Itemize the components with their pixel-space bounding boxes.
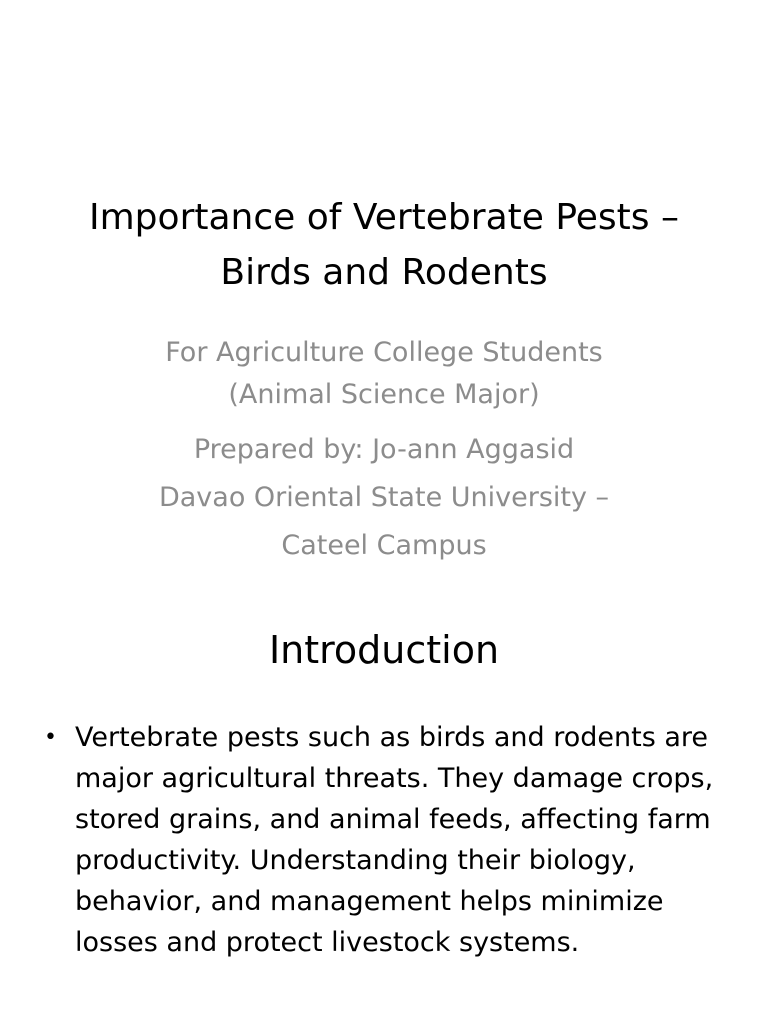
bullet-item — [40, 717, 730, 963]
spacer — [60, 416, 708, 426]
slide-subtitle — [60, 332, 708, 570]
bullet-icon: • — [44, 725, 57, 750]
slide-title-line-1: Importance of Vertebrate Pests – — [89, 197, 679, 238]
introduction-slide — [0, 576, 768, 1024]
introduction-title: Introduction — [268, 628, 500, 672]
slide-title — [40, 190, 728, 300]
institution-line-1: Davao Oriental State University – — [158, 482, 610, 513]
prepared-by: Prepared by: Jo-ann Aggasid — [193, 434, 575, 465]
bullet-text: Vertebrate pests such as birds and rodents are major agricultural threats. They damage crops, stored grains, and animal feeds, affecting farm productivity. Understanding their biology, behavior, and management helps minimize losses and protect livestock systems. — [75, 722, 714, 958]
audience-line-2: (Animal Science Major) — [228, 379, 540, 410]
slide-title-line-2: Birds and Rodents — [220, 252, 548, 293]
institution-line-2: Cateel Campus — [281, 530, 487, 561]
audience-line-1: For Agriculture College Students — [165, 337, 603, 368]
bullet-list — [40, 717, 730, 963]
